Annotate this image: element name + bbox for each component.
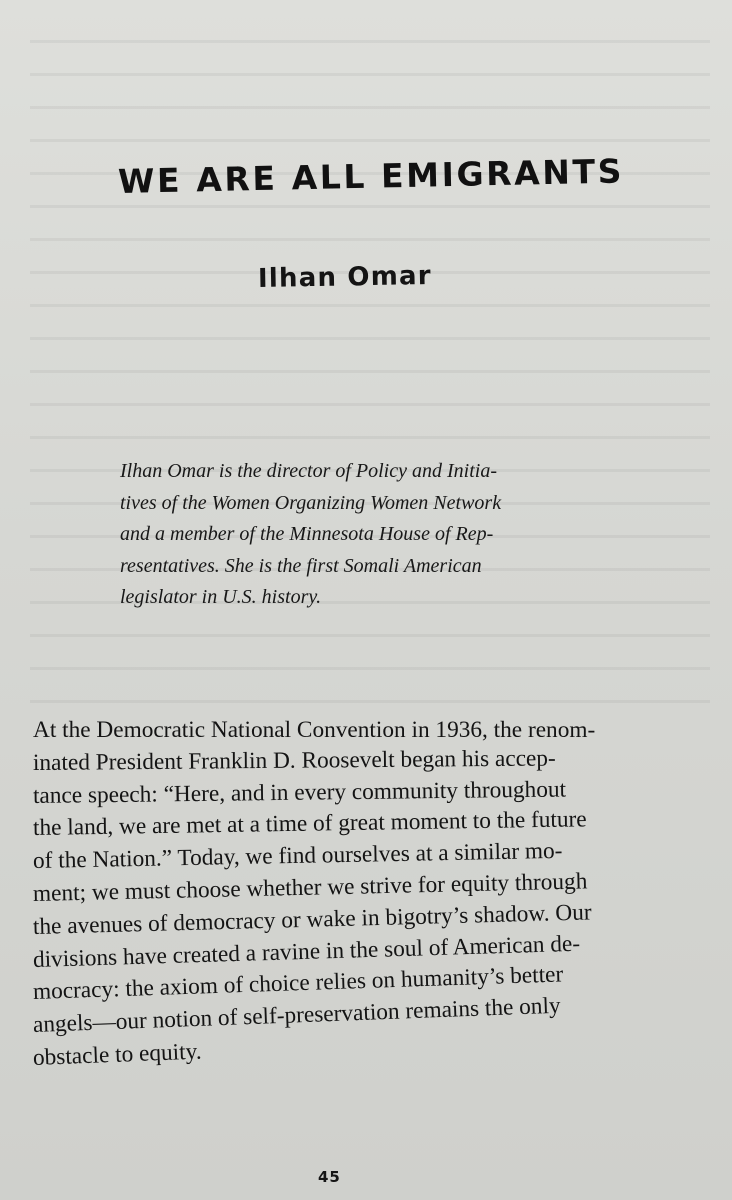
body-paragraph xyxy=(33,714,703,1075)
author-bio xyxy=(120,456,590,614)
chapter-author: Ilhan Omar xyxy=(257,260,433,294)
body-line: divisions have created a ravine in the soul of American de- xyxy=(32,930,581,973)
body-line: ment; we must choose whether we strive for equity through xyxy=(32,868,588,907)
bio-line: tives of the Women Organizing Women Network xyxy=(120,491,502,514)
body-line: the land, we are met at a time of great moment to the future xyxy=(32,806,587,842)
bio-line: and a member of the Minnesota House of Rep- xyxy=(120,523,494,545)
bio-line: legislator in U.S. history. xyxy=(120,586,322,608)
bio-line: Ilhan Omar is the director of Policy and Initia- xyxy=(120,460,497,482)
body-line: the avenues of democracy or wake in bigotry’s shadow. Our xyxy=(32,899,592,940)
body-line: obstacle to equity. xyxy=(32,1038,203,1071)
body-line: of the Nation.” Today, we find ourselves at a similar mo- xyxy=(32,838,563,875)
page-number: 45 xyxy=(318,1168,341,1186)
body-line: inated President Franklin D. Roosevelt began his accep- xyxy=(32,745,556,776)
bio-line: resentatives. She is the first Somali American xyxy=(120,554,482,577)
body-line: At the Democratic National Convention in 1936, the renom- xyxy=(33,717,596,743)
chapter-title: WE ARE ALL EMIGRANTS xyxy=(117,151,625,201)
body-line: tance speech: “Here, and in every community throughout xyxy=(32,776,567,809)
body-line: angels—our notion of self-preservation remains the only xyxy=(32,992,562,1039)
body-line: mocracy: the axiom of choice relies on humanity’s better xyxy=(32,961,564,1006)
